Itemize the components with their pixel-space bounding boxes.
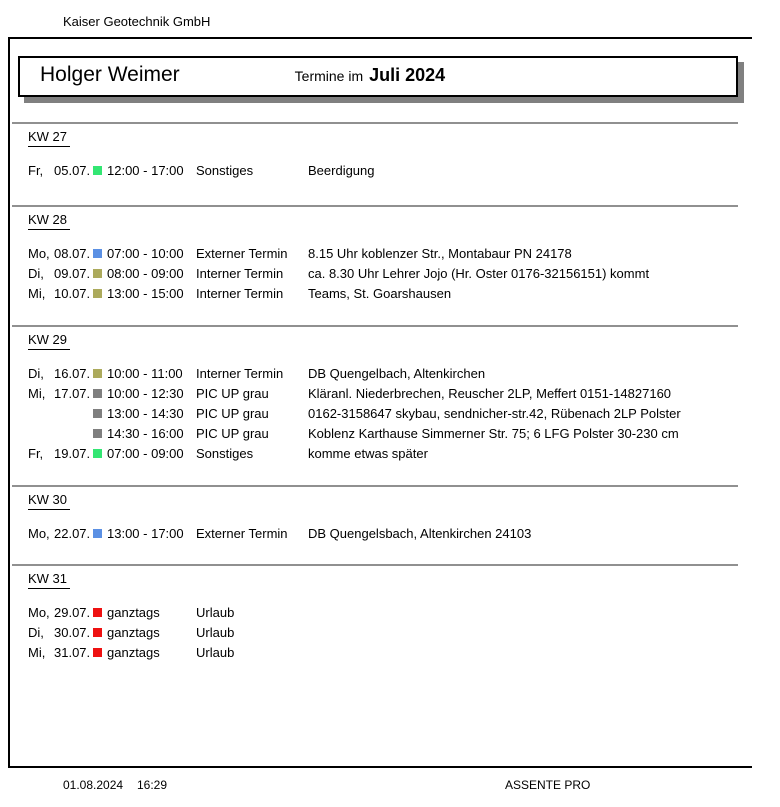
category-color-swatch [93,289,102,298]
description-cell [308,643,780,663]
time-cell: 08:00 - 09:00 [107,266,184,281]
category-color-swatch [93,529,102,538]
footer-rule [8,766,752,768]
time-cell: 10:00 - 11:00 [107,366,183,381]
category-color-cell [92,244,107,264]
description-cell: DB Quengelsbach, Altenkirchen 24103 [308,526,532,541]
title-prefix: Termine im [294,68,364,84]
category-cell: Sonstiges [196,163,254,178]
week-label: KW 28 [28,212,70,230]
date-cell: 17.07. [54,386,91,401]
section-divider [12,485,738,487]
time-cell: 13:00 - 17:00 [107,526,184,541]
description-cell [308,603,780,623]
category-color-swatch [93,608,102,617]
category-color-cell [92,623,107,643]
appointment-row [0,623,780,643]
appointment-row [0,424,780,444]
appointment-row [0,264,780,284]
section-divider [12,205,738,207]
appointment-row [0,284,780,304]
title-month: Juli 2024 [369,65,446,85]
day-cell: Mo, [28,605,50,620]
section-kw29 [0,325,780,464]
date-cell [54,404,92,424]
description-cell: ca. 8.30 Uhr Lehrer Jojo (Hr. Oster 0176-32156151) kommt [308,266,650,281]
date-cell [54,424,92,444]
description-cell: 8.15 Uhr koblenzer Str., Montabaur PN 24178 [308,246,572,261]
day-cell: Mi, [28,386,46,401]
category-color-swatch [93,648,102,657]
time-cell: 13:00 - 15:00 [107,286,184,301]
date-cell: 05.07. [54,163,91,178]
category-color-swatch [93,369,102,378]
category-cell: Urlaub [196,625,235,640]
print-time: 16:29 [137,778,168,792]
section-kw31 [0,564,780,663]
time-cell: 14:30 - 16:00 [107,426,184,441]
section-divider [12,122,738,124]
date-cell: 08.07. [54,246,91,261]
appointment-row [0,444,780,464]
category-color-swatch [93,429,102,438]
category-color-swatch [93,166,102,175]
appointment-row [0,524,780,544]
print-date: 01.08.2024 [63,778,124,792]
day-cell: Di, [28,366,44,381]
date-cell: 09.07. [54,266,91,281]
top-rule [8,37,752,39]
category-color-cell [92,643,107,663]
date-cell: 31.07. [54,645,91,660]
date-cell: 19.07. [54,446,91,461]
day-cell: Mo, [28,246,50,261]
week-label: KW 29 [28,332,70,350]
day-cell: Di, [28,625,44,640]
day-cell [28,424,54,444]
appointment-row [0,404,780,424]
time-cell: ganztags [107,645,160,660]
week-label: KW 27 [28,129,70,147]
description-cell: Koblenz Karthause Simmerner Str. 75; 6 LFG Polster 30-230 cm [308,426,679,441]
category-cell: Interner Termin [196,286,284,301]
category-color-cell [92,161,107,181]
category-cell: PIC UP grau [196,406,269,421]
day-cell: Fr, [28,446,44,461]
category-color-swatch [93,389,102,398]
appointment-row [0,364,780,384]
category-color-cell [92,284,107,304]
date-cell: 29.07. [54,605,91,620]
description-cell: 0162-3158647 skybau, sendnicher-str.42, Rübenach 2LP Polster [308,406,681,421]
description-cell: Kläranl. Niederbrechen, Reuscher 2LP, Meffert 0151-14827160 [308,386,672,401]
date-cell: 22.07. [54,526,91,541]
category-color-swatch [93,409,102,418]
section-divider [12,325,738,327]
footer [0,775,780,795]
day-cell: Di, [28,266,44,281]
category-cell: Sonstiges [196,446,254,461]
company-name: Kaiser Geotechnik GmbH [63,14,211,29]
description-cell: Beerdigung [308,163,375,178]
appointment-row [0,643,780,663]
description-cell [308,623,780,643]
date-cell: 30.07. [54,625,91,640]
category-cell: Interner Termin [196,266,284,281]
software-brand: ASSENTE PRO [505,778,591,792]
category-color-swatch [93,269,102,278]
category-color-cell [92,364,107,384]
date-cell: 16.07. [54,366,91,381]
appointment-row [0,603,780,623]
day-cell [28,404,54,424]
time-cell: ganztags [107,625,160,640]
category-color-swatch [93,628,102,637]
category-cell: Externer Termin [196,246,288,261]
day-cell: Mo, [28,526,50,541]
category-cell: Interner Termin [196,366,284,381]
category-color-swatch [93,249,102,258]
time-cell: ganztags [107,605,160,620]
category-color-cell [92,524,107,544]
person-name: Holger Weimer [40,63,180,86]
category-color-swatch [93,449,102,458]
time-cell: 12:00 - 17:00 [107,163,184,178]
category-cell: PIC UP grau [196,386,269,401]
day-cell: Mi, [28,286,46,301]
category-cell: Urlaub [196,645,235,660]
category-cell: PIC UP grau [196,426,269,441]
appointment-row [0,384,780,404]
description-cell: komme etwas später [308,446,428,461]
category-cell: Externer Termin [196,526,288,541]
category-color-cell [92,384,107,404]
section-kw30 [0,485,780,544]
appointment-row [0,244,780,264]
category-color-cell [92,424,107,444]
description-cell: DB Quengelbach, Altenkirchen [308,366,486,381]
appointment-row [0,161,780,181]
date-cell: 10.07. [54,286,91,301]
section-kw27 [0,122,780,181]
section-kw28 [0,205,780,304]
description-cell: Teams, St. Goarshausen [308,286,452,301]
category-color-cell [92,404,107,424]
category-color-cell [92,264,107,284]
category-color-cell [92,603,107,623]
title-bar [18,56,738,97]
week-label: KW 30 [28,492,70,510]
time-cell: 13:00 - 14:30 [107,406,184,421]
category-cell: Urlaub [196,605,235,620]
day-cell: Mi, [28,645,46,660]
time-cell: 07:00 - 09:00 [107,446,184,461]
time-cell: 07:00 - 10:00 [107,246,184,261]
section-divider [12,564,738,566]
time-cell: 10:00 - 12:30 [107,386,184,401]
week-label: KW 31 [28,571,70,589]
category-color-cell [92,444,107,464]
day-cell: Fr, [28,163,44,178]
